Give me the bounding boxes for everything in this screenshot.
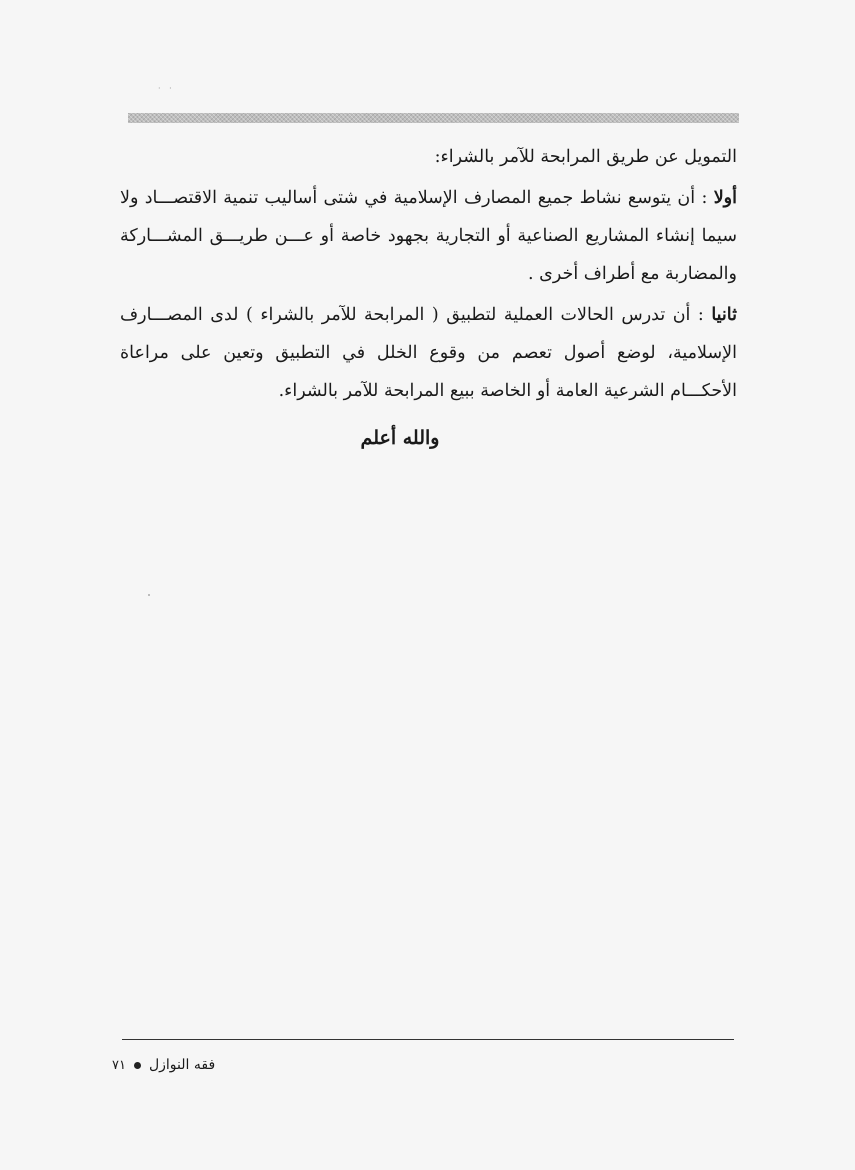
second-lead: ثانيا: [711, 305, 737, 325]
footer: [112, 1053, 312, 1077]
first-text: : أن يتوسع نشاط جميع المصارف الإسلامية في شتى أساليب تنمية الاقتصـــاد ولا سيما إنشاء المشاريع الصناعية أو التجارية بجهود خاصة أو عـــن طريـــق المشـــاركة والمضاربة مع أطراف أخرى .: [120, 188, 737, 284]
closing-phrase: والله أعلم: [360, 427, 440, 449]
scan-speck: [148, 594, 150, 596]
scan-marks: · ·: [158, 84, 175, 93]
footer-rule: [122, 1039, 734, 1040]
paragraph-second: [120, 296, 737, 410]
first-lead: أولا: [713, 188, 737, 208]
paragraph-first: [120, 179, 737, 293]
book-title: فقه النوازل: [148, 1057, 216, 1073]
bullet-icon: [134, 1062, 141, 1069]
header-band: [128, 113, 739, 123]
page-number: ٧١: [112, 1057, 126, 1073]
body-text: [120, 138, 737, 410]
intro-line: التمويل عن طريق المرابحة للآمر بالشراء:: [434, 147, 737, 167]
second-text: : أن تدرس الحالات العملية لتطبيق ( المرابحة للآمر بالشراء ) لدى المصـــارف الإسلامية، لوضع أصول تعصم من وقوع الخلل في التطبيق وتعين على مراعاة الأحكـــام الشرعية العامة أو الخاصة ببيع المرابحة للآمر بالشراء.: [120, 305, 737, 401]
